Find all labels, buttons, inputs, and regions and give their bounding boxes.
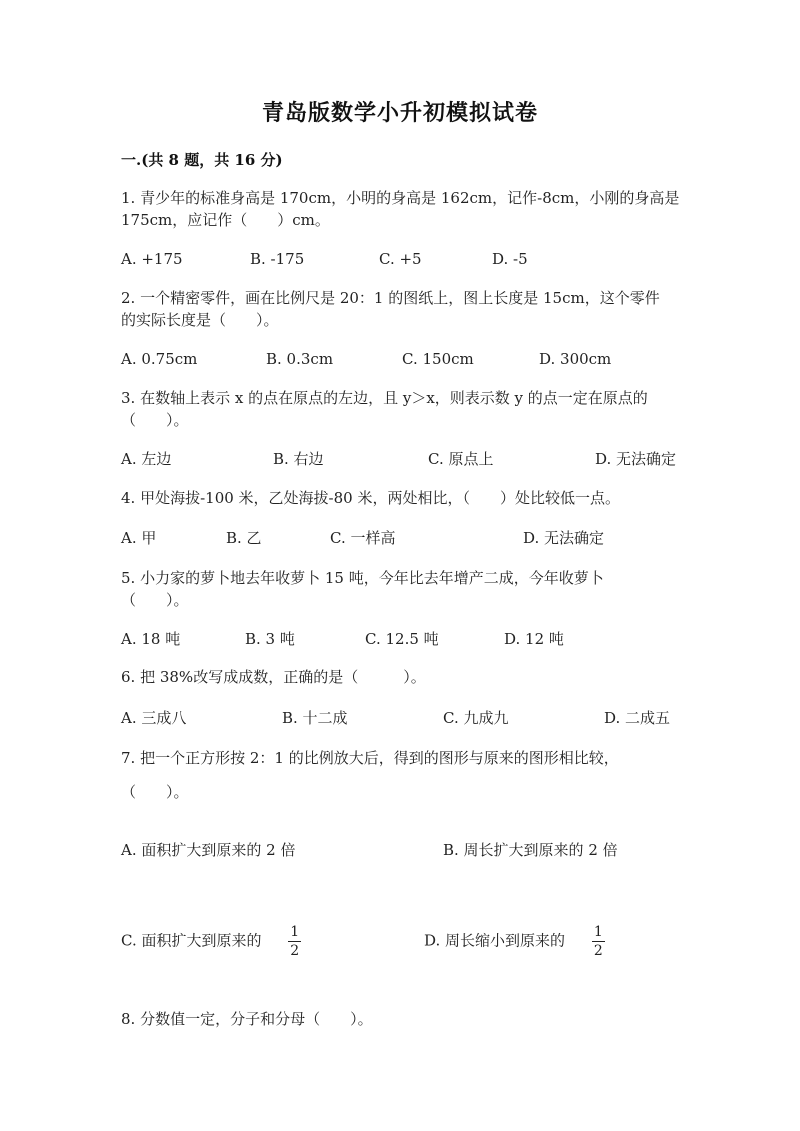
question-7-text-line-2: （ ）。 — [121, 783, 189, 801]
one-half-fraction — [592, 924, 605, 959]
question-7-option-c-text: C. 面积扩大到原来的 — [121, 931, 262, 950]
question-5-option-a[interactable]: A. 18 吨 — [121, 630, 181, 648]
question-3-option-d[interactable]: D. 无法确定 — [595, 450, 677, 468]
question-1-text-line-2: 175cm，应记作（ ）cm。 — [121, 211, 330, 229]
question-2-option-c[interactable]: C. 150cm — [402, 350, 474, 368]
question-2-option-b[interactable]: B. 0.3cm — [266, 350, 334, 368]
question-3-option-a[interactable]: A. 左边 — [121, 450, 172, 468]
question-7-option-d-text: D. 周长缩小到原来的 — [424, 931, 566, 950]
question-4-option-d[interactable]: D. 无法确定 — [523, 529, 605, 547]
question-6-option-a[interactable]: A. 三成八 — [121, 709, 187, 727]
question-3-option-c[interactable]: C. 原点上 — [428, 450, 494, 468]
question-4-text-line-1: 4. 甲处海拔-100 米，乙处海拔-80 米，两处相比，（ ）处比较低一点。 — [121, 489, 620, 507]
question-7-option-c[interactable] — [121, 924, 301, 959]
question-4-option-b[interactable]: B. 乙 — [226, 529, 262, 547]
question-6-text-line-1: 6. 把 38%改写成成数，正确的是（ ）。 — [121, 668, 426, 686]
question-5-text-line-2: （ ）。 — [121, 591, 189, 609]
question-2-text-line-2: 的实际长度是（ ）。 — [121, 311, 279, 329]
question-3-text-line-2: （ ）。 — [121, 411, 189, 429]
question-4-option-a[interactable]: A. 甲 — [121, 529, 157, 547]
fraction-bar — [288, 941, 301, 942]
question-2-text-line-1: 2. 一个精密零件，画在比例尺是 20：1 的图纸上，图上长度是 15cm，这个零件 — [121, 289, 660, 307]
question-5-option-d[interactable]: D. 12 吨 — [504, 630, 564, 648]
one-half-fraction — [288, 924, 301, 959]
question-6-option-b[interactable]: B. 十二成 — [282, 709, 348, 727]
fraction-bar — [592, 941, 605, 942]
question-1-option-c[interactable]: C. +5 — [379, 250, 422, 268]
question-2-option-d[interactable]: D. 300cm — [539, 350, 612, 368]
question-7-option-a[interactable]: A. 面积扩大到原来的 2 倍 — [121, 841, 296, 859]
question-4-option-c[interactable]: C. 一样高 — [330, 529, 396, 547]
section-heading: 一.(共 8 题，共 16 分) — [121, 151, 283, 169]
question-7-text-line-1: 7. 把一个正方形按 2：1 的比例放大后，得到的图形与原来的图形相比较， — [121, 749, 619, 767]
fraction-denominator: 2 — [593, 943, 603, 959]
fraction-denominator: 2 — [290, 943, 300, 959]
question-2-option-a[interactable]: A. 0.75cm — [121, 350, 198, 368]
exam-title: 青岛版数学小升初模拟试卷 — [261, 100, 538, 126]
fraction-numerator: 1 — [593, 924, 603, 940]
fraction-numerator: 1 — [290, 924, 300, 940]
question-1-option-a[interactable]: A. +175 — [121, 250, 183, 268]
question-1-option-d[interactable]: D. -5 — [492, 250, 528, 268]
question-3-option-b[interactable]: B. 右边 — [273, 450, 324, 468]
question-6-option-d[interactable]: D. 二成五 — [604, 709, 671, 727]
question-1-text-line-1: 1. 青少年的标准身高是 170cm，小明的身高是 162cm，记作-8cm，小刚的身高是 — [121, 189, 680, 207]
question-5-option-c[interactable]: C. 12.5 吨 — [365, 630, 439, 648]
question-5-text-line-1: 5. 小力家的萝卜地去年收萝卜 15 吨，今年比去年增产二成，今年收萝卜 — [121, 569, 604, 587]
question-7-option-b[interactable]: B. 周长扩大到原来的 2 倍 — [443, 841, 618, 859]
question-1-option-b[interactable]: B. -175 — [250, 250, 305, 268]
question-3-text-line-1: 3. 在数轴上表示 x 的点在原点的左边，且 y＞x，则表示数 y 的点一定在原点的 — [121, 389, 648, 407]
question-5-option-b[interactable]: B. 3 吨 — [245, 630, 295, 648]
question-6-option-c[interactable]: C. 九成九 — [443, 709, 509, 727]
question-8-text-line-1: 8. 分数值一定，分子和分母（ ）。 — [121, 1010, 373, 1028]
question-7-option-d[interactable] — [424, 924, 605, 959]
